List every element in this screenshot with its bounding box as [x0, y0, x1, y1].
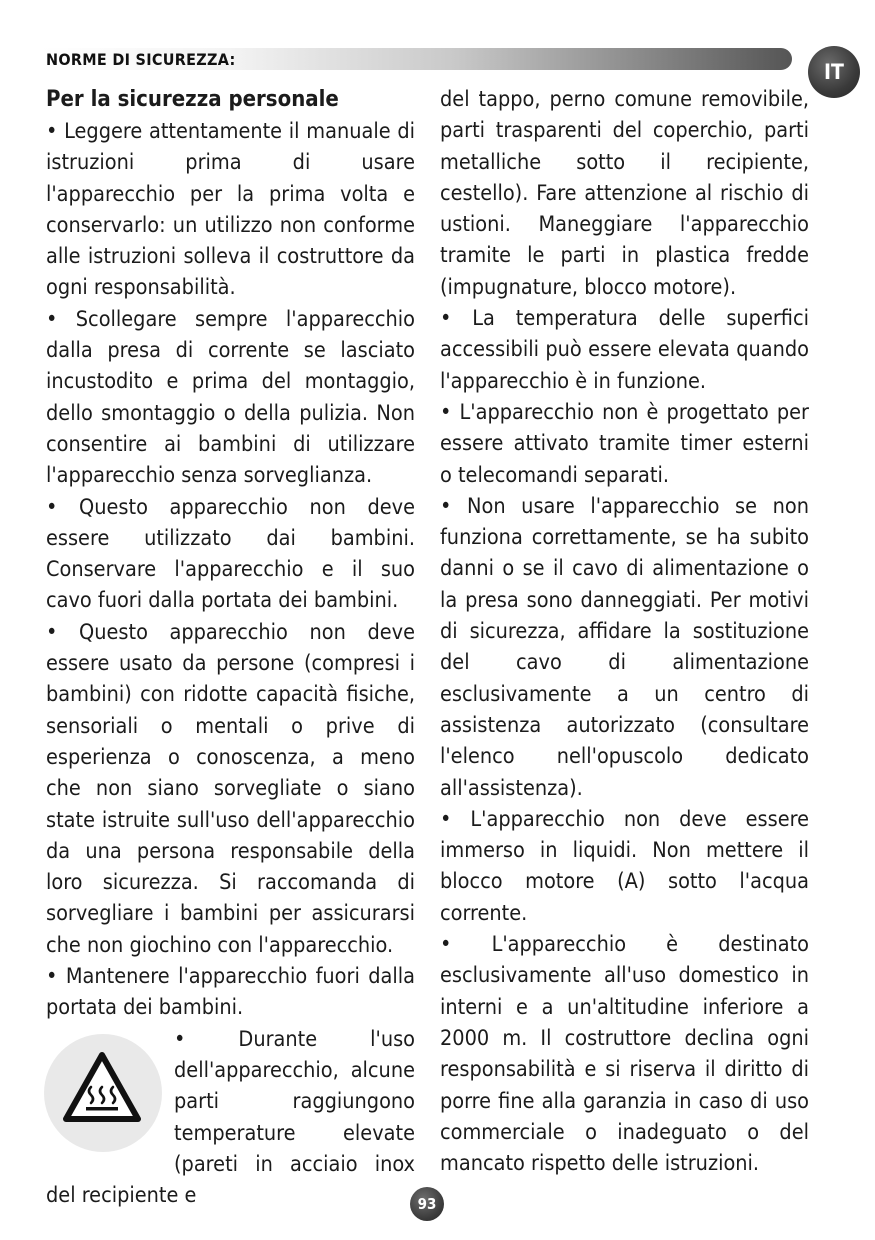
page-section-title: NORME DI SICUREZZA: — [46, 50, 236, 69]
hot-surface-warning-icon — [44, 1034, 162, 1152]
paragraph-no-timer: • L'apparecchio non è progettato per essere attivato tramite timer esterni o telecomandi separati. — [440, 399, 809, 488]
paragraph-hot-parts-continued: del tappo, perno comune removibile, parti trasparenti del coperchio, parti metalliche sotto il recipiente, cestello). Fare attenzione al rischio di ustioni. Maneggiare l'apparecchio tramite le parti in plastica fredde (impugnature, blocco motore). — [440, 87, 809, 300]
paragraph-hot-parts: • Durante l'uso dell'apparecchio, alcune parti raggiungono temperature elevate (pareti in acciaio inox del recipiente e — [46, 1026, 415, 1209]
language-badge: IT — [808, 46, 860, 98]
paragraph-read-manual: • Leggere attentamente il manuale di istruzioni prima di usare l'apparecchio per la prima volta e conservarlo: un utilizzo non conforme alle istruzioni solleva il costruttore da ogni responsabilità. — [46, 119, 415, 301]
paragraph-no-immersion: • L'apparecchio non deve essere immerso in liquidi. Non mettere il blocco motore (A) sotto l'acqua corrente. — [440, 806, 809, 926]
paragraph-children: • Questo apparecchio non deve essere utilizzato dai bambini. Conservare l'apparecchio e il suo cavo fuori dalla portata dei bambini. — [46, 494, 415, 614]
page-number: 93 — [410, 1187, 444, 1221]
paragraph-surface-temperature: • La temperatura delle superfici accessibili può essere elevata quando l'apparecchio è in funzione. — [440, 306, 809, 394]
section-heading: Per la sicurezza personale — [46, 87, 339, 112]
right-column — [440, 84, 809, 1179]
paragraph-domestic-use: • L'apparecchio è destinato esclusivamente all'uso domestico in interni e a un'altitudine inferiore a 2000 m. Il costruttore declina ogni responsabilità e si riserva il diritto di porre fine alla garanzia in caso di uso commerciale o inadeguato o del mancato rispetto delle istruzioni. — [440, 932, 809, 1177]
paragraph-keep-away: • Mantenere l'apparecchio fuori dalla portata dei bambini. — [46, 964, 415, 1021]
left-column — [46, 84, 415, 1211]
paragraph-reduced-capacity: • Questo apparecchio non deve essere usato da persone (compresi i bambini) con ridotte capacità fisiche, sensoriali o mentali o prive di esperienza o conoscenza, a meno che non siano sorvegliate o siano state istruite sull'uso dell'apparecchio da una persona responsabile della loro sicurezza. Si raccomanda di sorvegliare i bambini per assicurarsi che non giochino con l'apparecchio. — [46, 619, 415, 958]
paragraph-damaged-cord: • Non usare l'apparecchio se non funziona correttamente, se ha subito danni o se il cavo di alimentazione o la presa sono danneggiati. Per motivi di sicurezza, affidare la sostituzione del cavo di alimentazione esclusivamente a un centro di assistenza autorizzato (consultare l'elenco nell'opuscolo dedicato all'assistenza). — [440, 493, 809, 801]
paragraph-unplug: • Scollegare sempre l'apparecchio dalla presa di corrente se lasciato incustodito e prima del montaggio, dello smontaggio o della pulizia. Non consentire ai bambini di utilizzare l'apparecchio senza sorveglianza. — [46, 306, 415, 489]
